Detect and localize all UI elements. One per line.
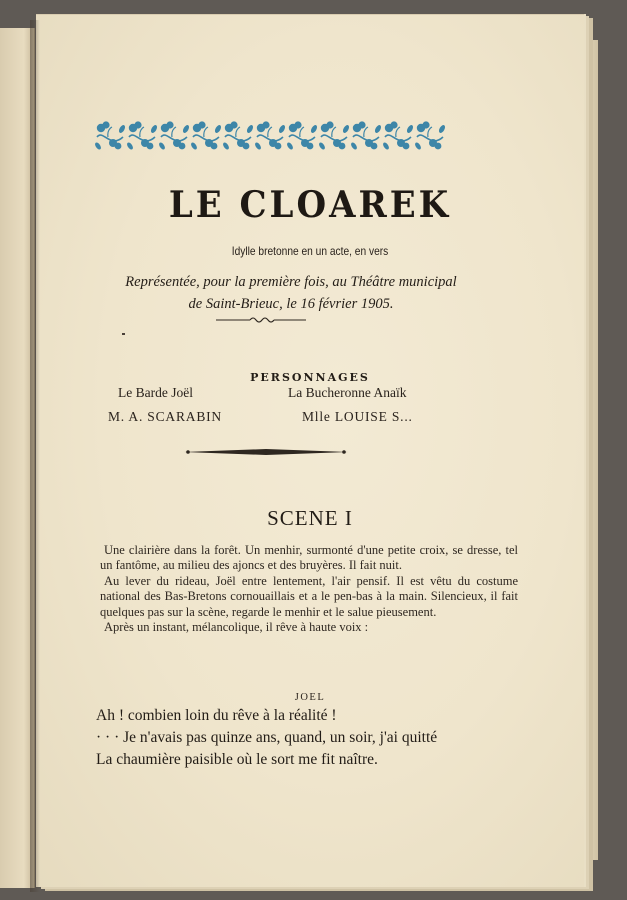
scene-heading: SCENE I — [267, 506, 353, 530]
play-subtitle: Idylle bretonne en un acte, en vers — [231, 244, 389, 258]
premiere-line-2: de Saint-Brieuc, le 16 février 1905. — [188, 296, 394, 312]
actor-name: M. A. SCARABIN — [108, 409, 222, 424]
stage-directions — [100, 543, 518, 635]
stage-direction-paragraph: Au lever du rideau, Joël entre lentement, l'air pensif. Il est vêtu du costume national des Bas-Bretons cornouaillais et a le pen-bas à la main. Silencieux, il fait quelques pas sur la scène, regarde le menhir et le salue pieusement. — [100, 573, 518, 619]
premiere-note — [76, 271, 506, 315]
verse-line: Ah ! combien loin du rêve à la réalité ! — [96, 707, 337, 724]
play-title: LE CLOAREK — [168, 183, 452, 227]
fleuron-divider-icon — [182, 447, 350, 457]
verse-line: La chaumière paisible où le sort me fit naître. — [96, 751, 378, 768]
wave-divider-icon — [214, 313, 308, 327]
stage-direction-paragraph: Une clairière dans la forêt. Un menhir, surmonté d'une petite croix, se dresse, tel un fantôme, au milieu des ajoncs et des bruyères. Il fait nuit. — [100, 543, 518, 573]
role-name: Le Barde Joël — [118, 385, 193, 400]
speaker-name: JOEL — [294, 692, 326, 703]
verse-line: · · · Je n'avais pas quinze ans, quand, un soir, j'ai quitté — [96, 729, 438, 746]
role-name: La Bucheronne Anaïk — [288, 385, 407, 400]
spine-shadow — [30, 20, 40, 892]
right-page-stack — [584, 40, 598, 860]
floral-vine-border-icon — [94, 119, 446, 155]
actor-name: Mlle LOUISE S... — [302, 409, 413, 424]
personnages-heading: PERSONNAGES — [250, 371, 370, 384]
premiere-line-1: Représentée, pour la première fois, au Théâtre municipal — [125, 274, 457, 290]
book-page — [36, 14, 584, 887]
stage-direction-paragraph: Après un instant, mélancolique, il rêve à haute voix : — [104, 620, 369, 635]
stray-mark — [122, 333, 125, 335]
